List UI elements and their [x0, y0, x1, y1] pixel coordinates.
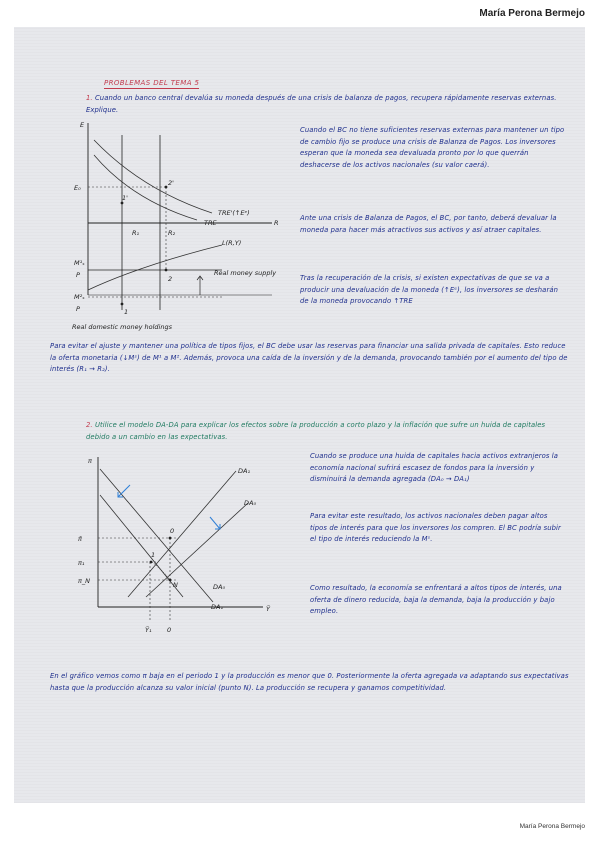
q1-paragraph-3: Tras la recuperación de la crisis, si existen expectativas de que se va a producir una devaluación de la moneda (↑Eᵉ), los inversores se desharán de la moneda provocando ↑TRE: [300, 274, 559, 305]
q2-da1-top-label: DA₁: [238, 467, 251, 475]
q1-exchange-rate-diagram: [72, 115, 282, 345]
q2-da1-bot-label: DA₁: [211, 603, 224, 611]
q1-l-label: L(R,Y): [222, 239, 242, 247]
q2-number: 2.: [86, 421, 93, 429]
notebook-page: [14, 27, 585, 803]
q2-point-1: 1: [151, 551, 156, 559]
q1-point-1p: 1': [122, 194, 128, 202]
q2-prompt-text: Utilice el modelo DA-DA para explicar los efectos sobre la producción a corto plazo y la inflación que sufre un huida de capitales debido a un cambio en las expectativas.: [86, 421, 546, 441]
q1-r1-label: R₁: [132, 229, 140, 237]
q2-zero-label: 0: [167, 626, 172, 634]
q2-da-da-diagram: [58, 447, 288, 637]
q1-paragraph-4: Para evitar el ajuste y mantener una política de tipos fijos, el BC debe usar las reservas para financiar una salida privada de capitales. Esto reduce la oferta monetaria (↓Mˢ) de M¹ a M². Además, provoca una caída de la inversión y de la demanda, provocando también por el aumento del tipo de interés (R₁ → R₂).: [50, 342, 568, 373]
q2-point-1-dot: [150, 561, 153, 564]
q1-p-top-label: P: [76, 271, 80, 279]
q1-point-2p: 2': [168, 179, 174, 187]
q1-tre-e-label: TRE'(↑Eᵉ): [218, 209, 250, 217]
q1-tre-label: TRE: [204, 219, 217, 227]
q1-e0-label: E₀: [74, 184, 81, 192]
q2-point-0-dot: [169, 537, 172, 540]
q1-m1-label: M¹ₛ: [74, 259, 85, 267]
q2-y1-label: Ỹ₁: [145, 626, 152, 634]
q2-da0-bot-label: DA₀: [213, 583, 226, 591]
q2-point-n: N: [173, 581, 178, 589]
q1-r2-label: R₂: [168, 229, 176, 237]
q1-l-curve: [88, 245, 222, 290]
q1-real-supply-label: Real money supply: [214, 269, 277, 277]
q2-x-axis-label: Ỹ: [266, 605, 270, 613]
page-title: PROBLEMAS DEL TEMA 5: [104, 79, 200, 87]
q1-point-2: 2: [168, 275, 173, 283]
q1-point-1: 1: [124, 308, 129, 316]
q1-point-2p-dot: [165, 186, 168, 189]
q2-da1-increasing: [128, 471, 236, 597]
q1-prompt-text: Cuando un banco central devalúa su moneda después de una crisis de balanza de pagos, recupera rápidamente reservas externas. Explique.: [86, 94, 557, 114]
q2-pibar-label: π̄: [78, 535, 82, 543]
q1-number: 1.: [86, 94, 93, 102]
q2-paragraph-2: Para evitar este resultado, los activos nacionales deben pagar altos tipos de interés para que los inversores los compren. El BC podría subir el tipo de interés reduciendo la Mˢ.: [310, 512, 561, 543]
q2-paragraph-3: Como resultado, la economía se enfrentará a altos tipos de interés, una oferta de dinero reducida, baja la demanda, baja la producción y bajo empleo.: [310, 584, 562, 615]
q2-prompt: [86, 420, 566, 443]
q1-tre-curve: [94, 155, 197, 220]
q2-paragraph-4: En el gráfico vemos como π baja en el periodo 1 y la producción es menor que 0. Posteriormente la oferta agregada va adaptando sus expectativas hasta que la producción alcanza su valor inicial (punto N). La producción se recupera y ganamos competitividad.: [50, 672, 569, 692]
q2-paragraph-1: Cuando se produce una huida de capitales hacia activos extranjeros la economía nacional sufrirá escasez de fondos para la inversión y disminuirá la demanda agregada (DA₀ → DA₁): [310, 452, 559, 483]
q1-point-1-dot: [121, 303, 124, 306]
q2-pi1-label: π₁: [78, 559, 85, 567]
q1-p-bot-label: P: [76, 305, 80, 313]
q1-paragraph-1: Cuando el BC no tiene suficientes reservas externas para mantener un tipo de cambio fijo se produce una crisis de Balanza de Pagos. Los inversores esperan que la moneda sea devaluada pronto por lo que querrán deshacerse de los activos nacionales (su valor caerá).: [300, 126, 565, 169]
q1-prompt: [86, 93, 566, 116]
q1-holdings-label: Real domestic money holdings: [72, 323, 172, 331]
q2-da0-top-label: DA₀: [244, 499, 257, 507]
footer-author: María Perona Bermejo: [519, 823, 585, 830]
q1-y-axis-label: E: [80, 121, 85, 129]
q2-da0-decreasing: [100, 469, 213, 602]
q1-point-1p-dot: [121, 202, 124, 205]
q1-x-axis-label: R: [274, 219, 279, 227]
q1-point-2-dot: [165, 269, 168, 272]
header-author: María Perona Bermejo: [479, 8, 585, 19]
q2-y-axis-label: π: [88, 457, 92, 465]
q1-m2-label: M²ₛ: [74, 293, 85, 301]
q2-shift-arrow-left: [118, 485, 130, 497]
q2-pin-label: π_N: [78, 577, 91, 585]
q2-shift-arrow-right: [210, 517, 220, 529]
q2-point-n-dot: [169, 579, 172, 582]
q2-point-0: 0: [170, 527, 175, 535]
q1-paragraph-2: Ante una crisis de Balanza de Pagos, el BC, por tanto, deberá devaluar la moneda para hacer más atractivos sus activos y así atraer capitales.: [300, 214, 557, 234]
